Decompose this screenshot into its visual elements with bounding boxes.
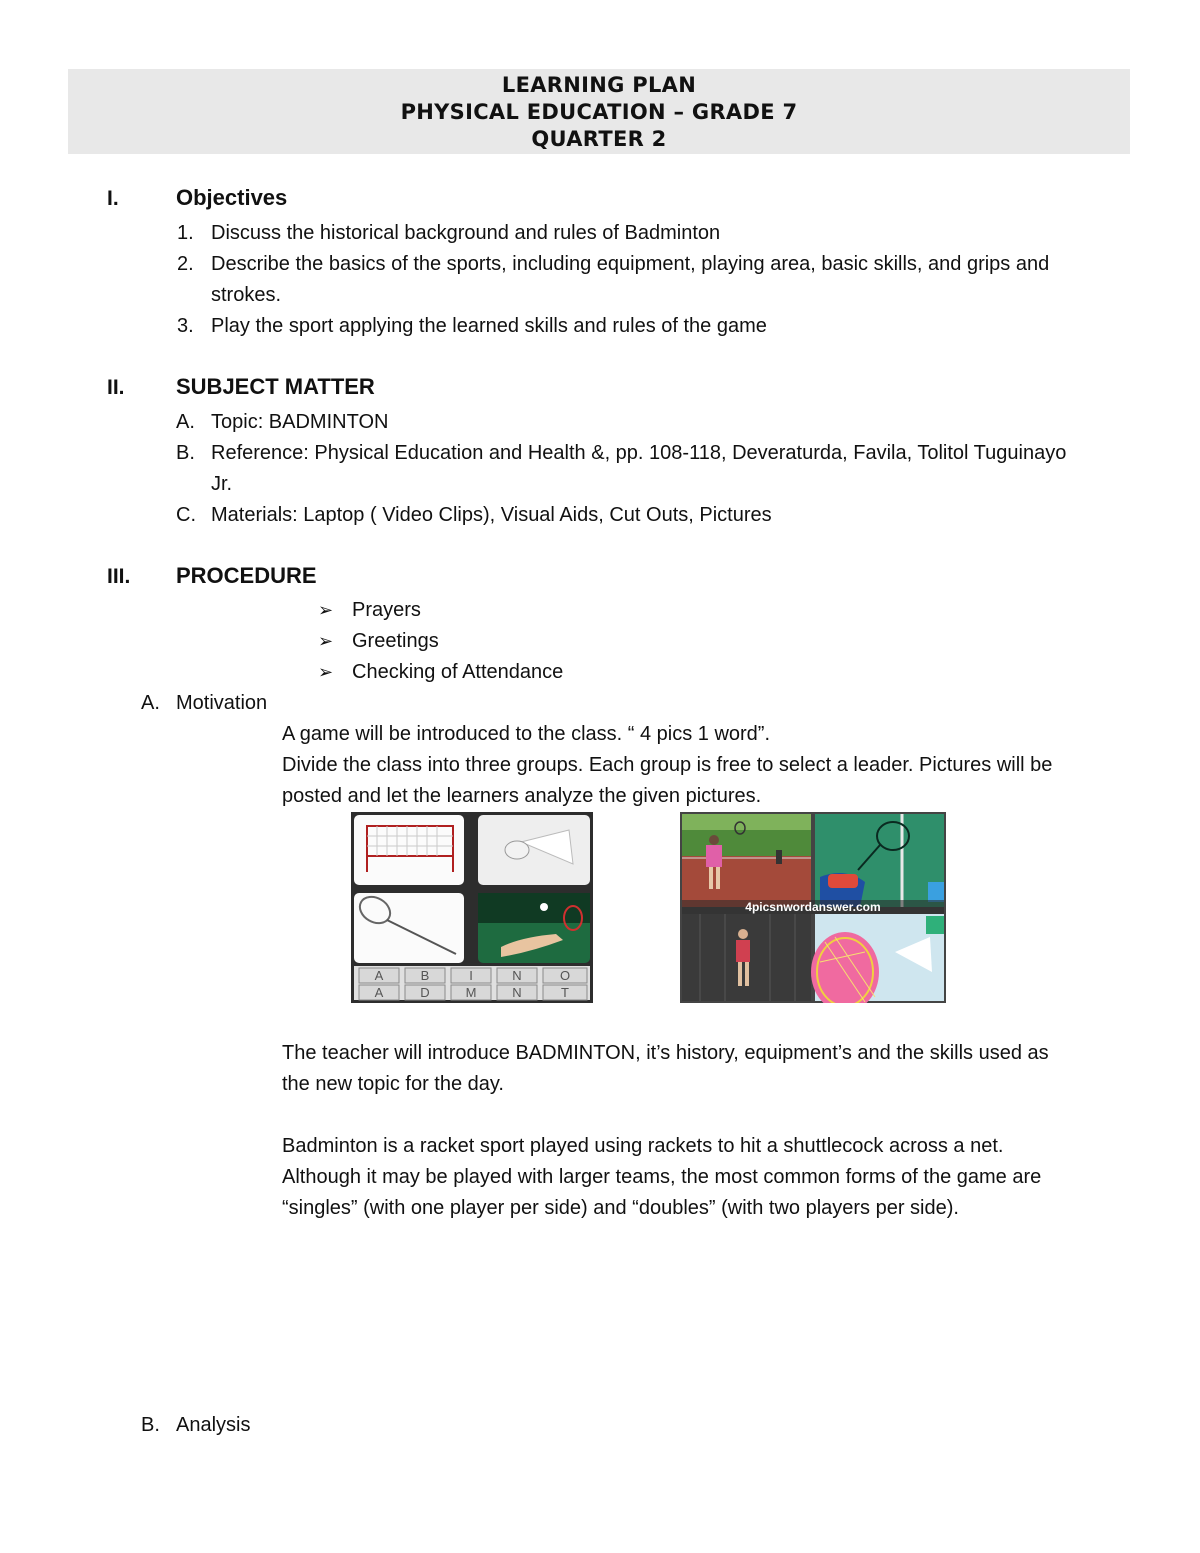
puzzle-letter: A: [374, 985, 384, 1000]
section-numeral: I.: [107, 187, 119, 210]
list-marker: B.: [176, 442, 195, 464]
subject-materials: Materials: Laptop ( Video Clips), Visual Aids, Cut Outs, Pictures: [211, 504, 772, 526]
watermark-text: 4picsnwordanswer.com: [745, 900, 881, 914]
header-title: LEARNING PLAN: [501, 73, 697, 97]
objective-item: Describe the basics of the sports, including equipment, playing area, basic skills, and grips and: [211, 253, 1050, 275]
motivation-paragraph: A game will be introduced to the class. “ 4 pics 1 word”.: [282, 723, 771, 745]
list-marker: A.: [141, 692, 160, 714]
puzzle-picture-players: [680, 812, 946, 1003]
objective-item-continued: strokes.: [211, 284, 282, 306]
procedure-bullet: Prayers: [352, 599, 421, 621]
subject-reference-continued: Jr.: [211, 473, 233, 495]
puzzle-letter: M: [465, 985, 477, 1000]
section-title-subject-matter: SUBJECT MATTER: [176, 374, 375, 399]
section-title-procedure: PROCEDURE: [176, 563, 317, 588]
motivation-paragraph: Divide the class into three groups. Each group is free to select a leader. Pictures will be: [282, 754, 1053, 776]
section-numeral: II.: [107, 376, 125, 399]
subject-topic: Topic: BADMINTON: [211, 411, 389, 433]
puzzle-letter: N: [512, 968, 522, 983]
badminton-description: “singles” (with one player per side) and “doubles” (with two players per side).: [282, 1197, 959, 1219]
document-header: [68, 69, 1130, 154]
procedure-bullet: Checking of Attendance: [352, 661, 564, 683]
arrow-bullet-icon: ➢: [318, 662, 334, 682]
puzzle-letter: N: [512, 985, 522, 1000]
list-marker: A.: [176, 411, 195, 433]
puzzle-letter: B: [420, 968, 430, 983]
analysis-heading: Analysis: [176, 1414, 251, 1436]
arrow-bullet-icon: ➢: [318, 631, 334, 651]
teacher-intro: the new topic for the day.: [282, 1073, 504, 1095]
teacher-intro: The teacher will introduce BADMINTON, it’s history, equipment’s and the skills used as: [282, 1042, 1049, 1064]
list-marker: 3.: [177, 315, 194, 337]
header-subject: PHYSICAL EDUCATION – GRADE 7: [400, 100, 798, 124]
subject-reference: Reference: Physical Education and Health &, pp. 108-118, Deveraturda, Favila, Tolitol Tuguinayo: [211, 442, 1067, 464]
section-title-objectives: Objectives: [176, 185, 288, 210]
puzzle-letter: D: [420, 985, 430, 1000]
section-numeral: III.: [107, 565, 131, 588]
list-marker: 2.: [177, 253, 194, 275]
motivation-heading: Motivation: [176, 692, 268, 714]
puzzle-letter: A: [374, 968, 384, 983]
list-marker: C.: [176, 504, 196, 526]
objective-item: Discuss the historical background and rules of Badminton: [211, 222, 721, 244]
puzzle-picture-equipment: [351, 812, 593, 1003]
badminton-description: Although it may be played with larger teams, the most common forms of the game are: [282, 1166, 1042, 1188]
list-marker: B.: [141, 1414, 160, 1436]
puzzle-letter: T: [561, 985, 569, 1000]
list-marker: 1.: [177, 222, 194, 244]
badminton-description: Badminton is a racket sport played using rackets to hit a shuttlecock across a net.: [282, 1135, 1004, 1157]
procedure-bullet: Greetings: [352, 630, 439, 652]
puzzle-letter: I: [469, 968, 473, 983]
objective-item: Play the sport applying the learned skills and rules of the game: [211, 315, 767, 337]
puzzle-letter: O: [559, 968, 571, 983]
arrow-bullet-icon: ➢: [318, 600, 334, 620]
header-quarter: QUARTER 2: [531, 127, 667, 151]
motivation-paragraph: posted and let the learners analyze the given pictures.: [282, 785, 762, 807]
